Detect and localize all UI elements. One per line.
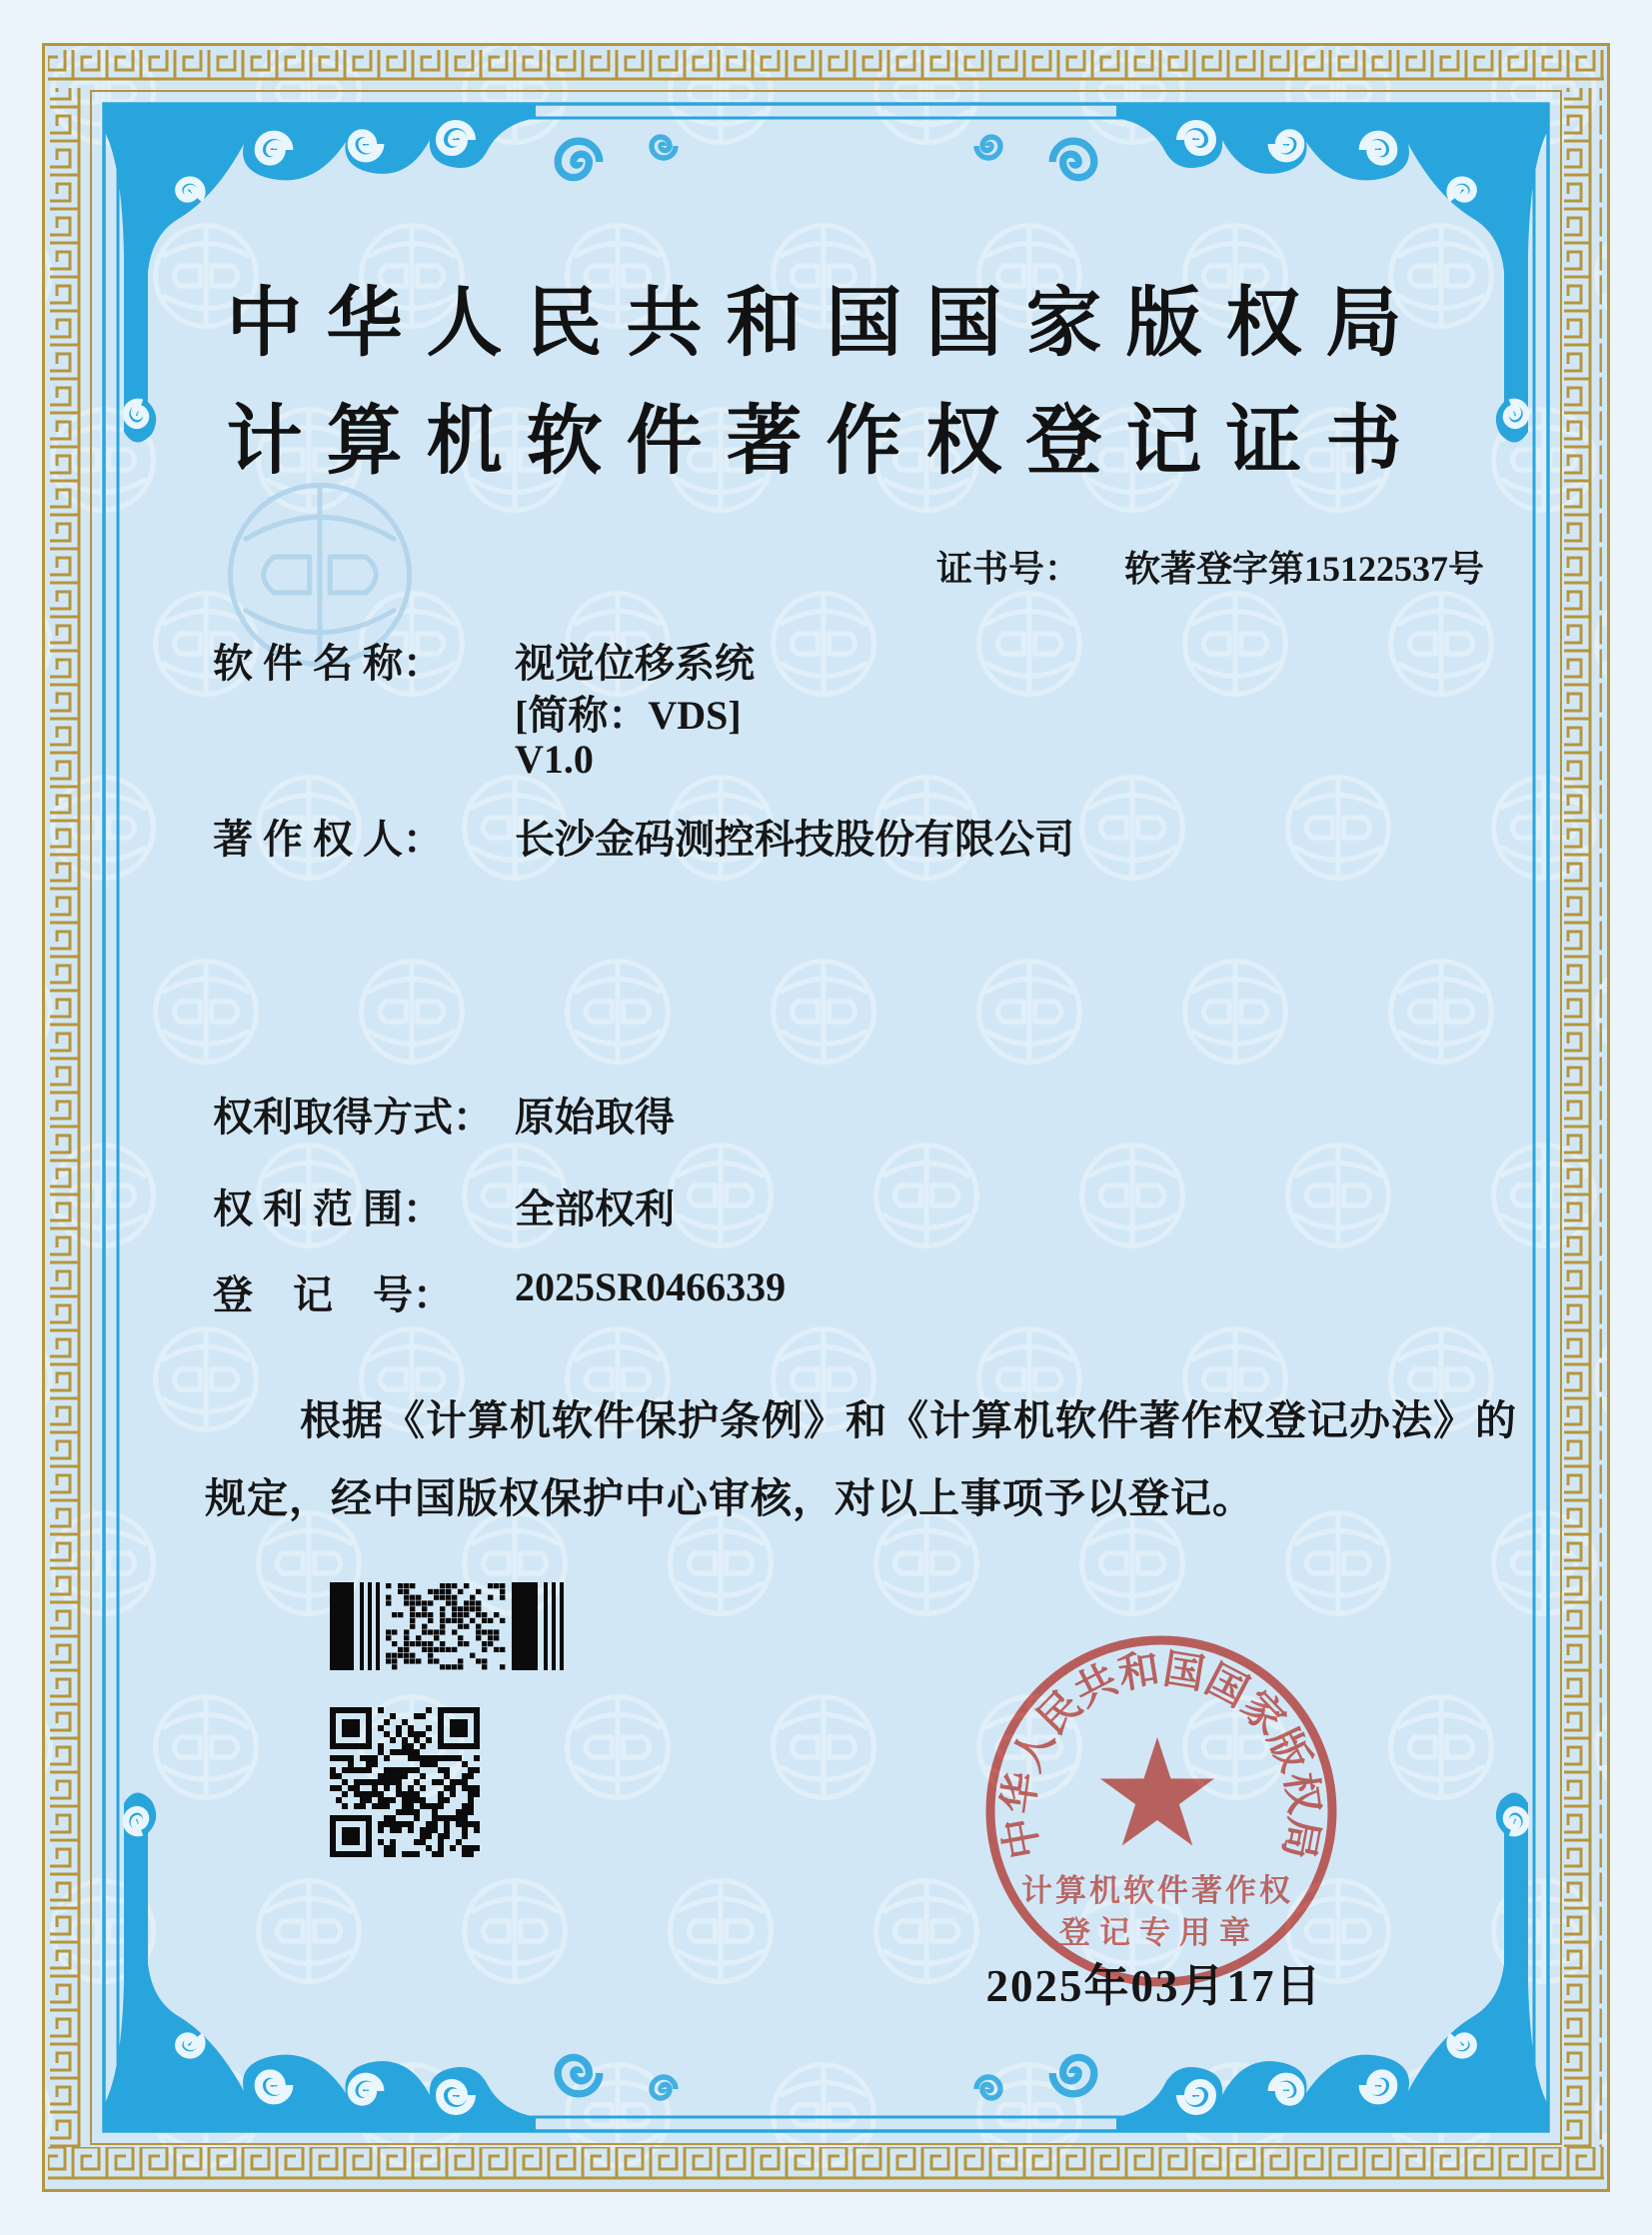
copyright-owner-value: 长沙金码测控科技股份有限公司 <box>515 817 1074 862</box>
registration-number-label: 登 记 号： <box>213 1272 453 1317</box>
statement-line-2: 规定，经中国版权保护中心审核，对以上事项予以登记。 <box>205 1475 1254 1521</box>
barcode <box>330 1582 572 1670</box>
rights-scope-value: 全部权利 <box>515 1186 675 1231</box>
seal-star <box>1100 1737 1214 1846</box>
software-name-value: 视觉位移系统 <box>515 641 755 686</box>
software-short-name-value: [简称：VDS] <box>515 693 742 738</box>
statement-line-1: 根据《计算机软件保护条例》和《计算机软件著作权登记办法》的 <box>300 1397 1517 1443</box>
issue-date: 2025年03月17日 <box>985 1961 1323 2011</box>
acquisition-method-label: 权利取得方式： <box>213 1095 493 1139</box>
copyright-owner-label: 著 作 权 人： <box>213 817 443 862</box>
certificate-title: 计算机软件著作权登记证书 <box>226 400 1426 484</box>
acquisition-method-value: 原始取得 <box>515 1095 675 1139</box>
seal-ring-text: 中华人民共和国国家版权局 <box>994 1645 1328 1863</box>
certificate-number-label: 证书号： <box>935 549 1080 589</box>
seal-center-line-2: 登记专用章 <box>1059 1915 1259 1950</box>
qr-code <box>330 1707 480 1857</box>
registration-number-value: 2025SR0466339 <box>515 1264 787 1309</box>
rights-scope-label: 权 利 范 围： <box>213 1186 443 1231</box>
official-seal <box>967 1617 1355 2005</box>
certificate-number-row <box>936 541 1484 592</box>
authority-title: 中华人民共和国国家版权局 <box>226 282 1426 366</box>
seal-center-line-1: 计算机软件著作权 <box>1021 1873 1293 1908</box>
certificate-number-value: 软著登字第15122537号 <box>1123 549 1484 589</box>
software-name-label: 软 件 名 称： <box>213 641 443 686</box>
software-version-value: V1.0 <box>515 737 594 782</box>
